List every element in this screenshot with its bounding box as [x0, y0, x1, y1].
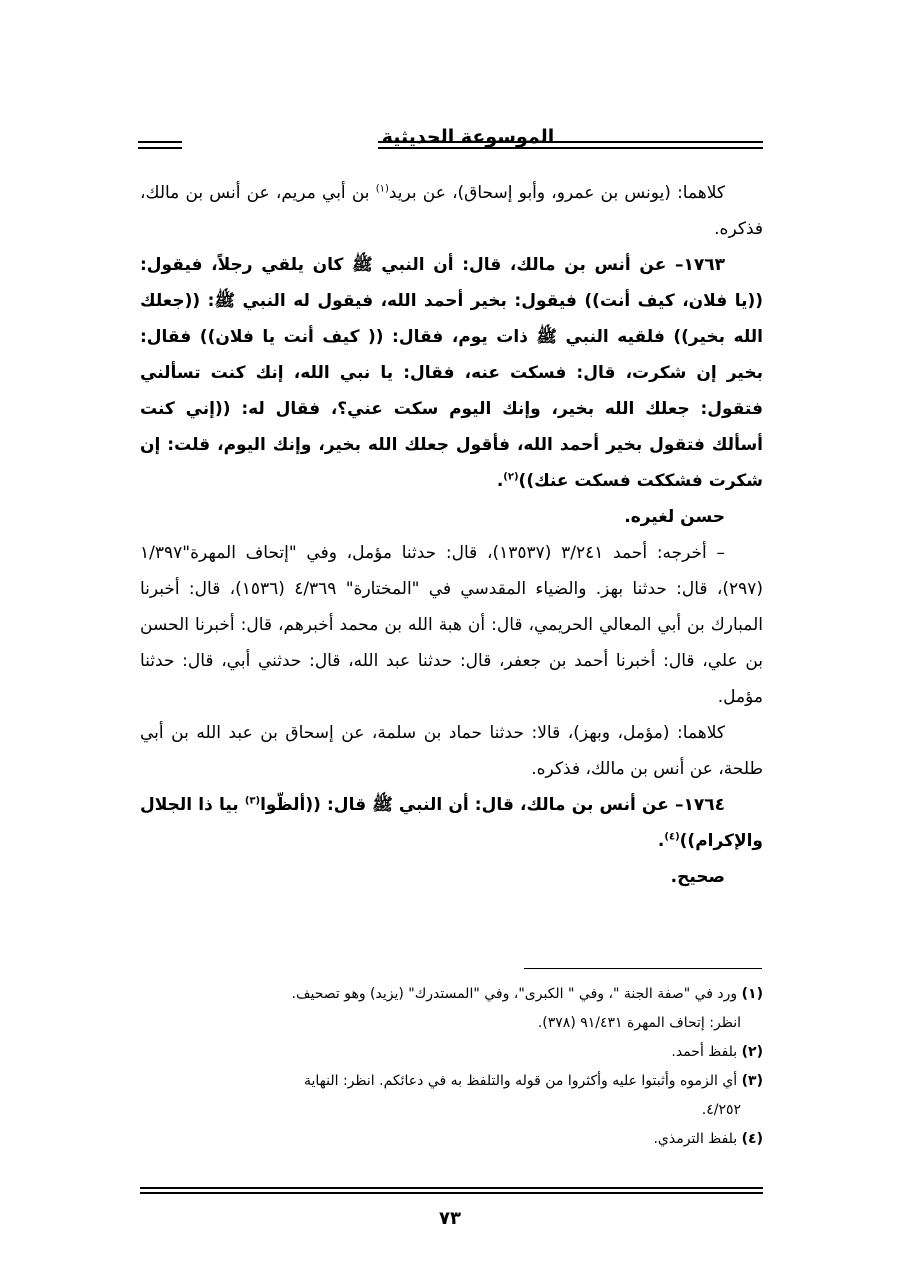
footnote-3 [140, 1067, 763, 1096]
bottom-rule [140, 1187, 763, 1194]
footnote-3-continuation: ٤/٢٥٢. [701, 1102, 741, 1118]
footnote-3-number: (٣) [741, 1073, 763, 1089]
page-number: ٧٣ [439, 1208, 461, 1229]
footnote-2-number: (٢) [741, 1044, 763, 1060]
footnote-4-number: (٤) [741, 1131, 763, 1147]
footnote-2 [140, 1038, 763, 1067]
footnote-3-text: أي الزموه وأثبتوا عليه وأكثروا من قوله والتلفظ به في دعائكم. انظر: النهاية [304, 1073, 742, 1089]
hadith-1764-text: ١٧٦٤– عن أنس بن مالك، قال: أن النبي ﷺ قال: ((ألظّوا [260, 795, 725, 815]
footnote-4 [140, 1125, 763, 1154]
footnote-separator [524, 968, 762, 969]
footnote-4-text: بلفظ الترمذي. [653, 1131, 742, 1147]
footnote-ref-2: (٢) [503, 471, 519, 483]
running-header [138, 122, 763, 162]
paragraph-4: كلاهما: (مؤمل، وبهز)، قالا: حدثنا حماد بن سلمة، عن إسحاق بن عبد الله بن أبي طلحة، عن أنس بن مالك، فذكره. [140, 723, 763, 779]
grade-sahih: صحيح. [670, 867, 725, 887]
footnotes [140, 980, 763, 1154]
footnote-1 [140, 980, 763, 1009]
paragraph-1-end: بن أبي مريم، عن أنس بن مالك، فذكره. [140, 183, 763, 239]
hadith-1763-end: . [496, 471, 504, 491]
footnote-ref-4: (٤) [664, 831, 680, 843]
takhrij-paragraph: – أخرجه: أحمد ٣/٢٤١ (١٣٥٣٧)، قال: حدثنا مؤمل، وفي "إتحاف المهرة"١/٣٩٧ (٢٩٧)، قال: حدثنا بهز. والضياء المقدسي في "المختارة" ٤/٣٦٩ (١٥٣٦)، قال: أخبرنا المبارك بن أبي المعالي الحريمي، قال: أن هبة الله بن محمد أخبرهم، قال: أخبرنا الحسن بن علي، قال: أخبرنا أحمد بن جعفر، قال: حدثنا عبد الله، قال: حدثني أبي، قال: حدثنا مؤمل. [140, 543, 763, 707]
header-title: الموسوعة الحديثية [381, 126, 555, 148]
footnote-2-text: بلفظ أحمد. [671, 1044, 742, 1060]
footnote-1-number: (١) [741, 986, 763, 1002]
hadith-1764-mid: بيا ذا الجلال والإكرام)) [140, 795, 763, 851]
hadith-1764 [140, 787, 763, 859]
footnote-ref-3: (٣) [244, 795, 261, 807]
main-text [140, 175, 763, 895]
footnote-ref-1: (١) [375, 183, 389, 195]
hadith-1763 [140, 247, 763, 499]
hadith-1763-text: ١٧٦٣– عن أنس بن مالك، قال: أن النبي ﷺ كان يلقي رجلاً، فيقول: ((يا فلان، كيف أنت)) فيقول: بخير أحمد الله، فيقول له النبي ﷺ: ((جعلك الله بخير)) فلقيه النبي ﷺ ذات يوم، فقال: (( كيف أنت يا فلان)) فقال: بخير إن شكرت، قال: فسكت عنه، فقال: يا نبي الله، إنك كنت تسألني فتقول: جعلك الله بخير، وإنك اليوم سكت عني؟، فقال له: ((إني كنت أسألك فتقول بخير أحمد الله، فأقول جعلك الله بخير، وإنك اليوم، قلت: إن شكرت فشككت فسكت عنك)) [140, 255, 763, 491]
grade-hasan: حسن لغيره. [624, 507, 725, 527]
paragraph-1 [140, 175, 763, 247]
footnote-1-continuation: انظر: إتحاف المهرة ٩١/٤٣١ (٣٧٨). [537, 1015, 741, 1031]
footnote-1-text: ورد في "صفة الجنة "، وفي " الكبرى"، وفي "المستدرك" (يزيد) وهو تصحيف. [291, 986, 742, 1002]
paragraph-1-text: كلاهما: (يونس بن عمرو، وأبو إسحاق)، عن بريد [388, 183, 726, 203]
hadith-1764-end: . [657, 831, 665, 851]
